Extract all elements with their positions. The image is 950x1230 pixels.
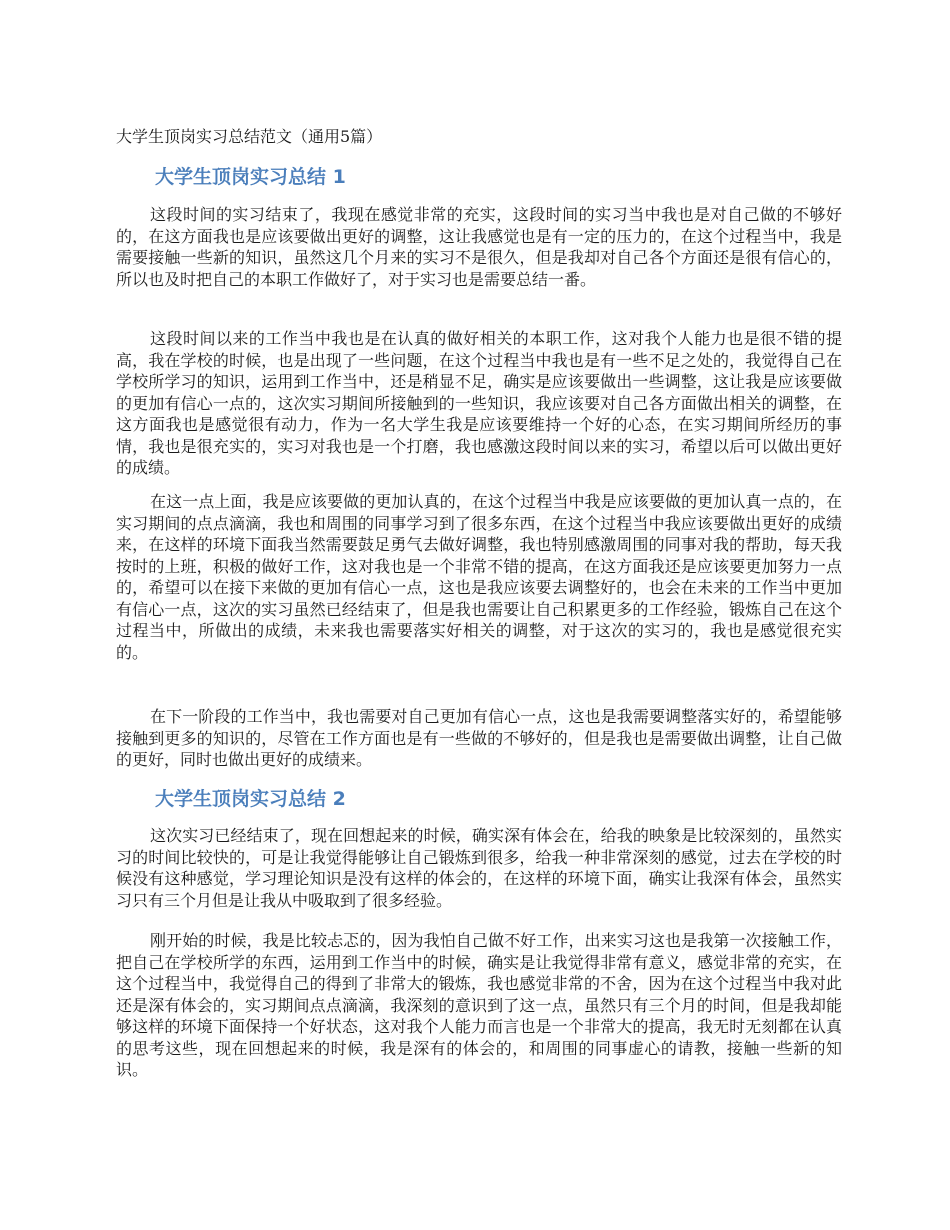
section-heading-2: 大学生顶岗实习总结 2 <box>155 788 346 810</box>
section-heading-1: 大学生顶岗实习总结 1 <box>155 166 346 188</box>
paragraph: 在这一点上面，我是应该要做的更加认真的，在这个过程当中我是应该要做的更加认真一点的，在实习期间的点点滴滴，我也和周围的同事学习到了很多东西，在这个过程当中我应该要做出更好的成绩来，在这样的环境下面我当然需要鼓足勇气去做好调整，我也特别感激周围的同事对我的帮助，每天我按时的上班，积极的做好工作，这对我也是一个非常不错的提高，在这方面我还是应该要更加努力一点的，希望可以在接下来做的更加有信心一点，这也是我应该要去调整好的，也会在未来的工作当中更加有信心一点，这次的实习虽然已经结束了，但是我也需要让自己积累更多的工作经验，锻炼自己在这个过程当中，所做出的成绩，未来我也需要落实好相关的调整，对于这次的实习的，我也是感觉很充实的。 <box>116 492 842 662</box>
document-title: 大学生顶岗实习总结范文（通用5篇） <box>116 127 383 146</box>
paragraph: 这段时间以来的工作当中我也是在认真的做好相关的本职工作，这对我个人能力也是很不错的提高，我在学校的时候，也是出现了一些问题，在这个过程当中我也是有一些不足之处的，我觉得自己在学校所学习的知识，运用到工作当中，还是稍显不足，确实是应该要做出一些调整，这让我是应该要做的更加有信心一点的，这次实习期间所接触到的一些知识，我应该要对自己各方面做出相关的调整，在这方面我也是感觉很有动力，作为一名大学生我是应该要维持一个好的心态，在实习期间所经历的事情，我也是很充实的，实习对我也是一个打磨，我也感激这段时间以来的实习，希望以后可以做出更好的成绩。 <box>116 329 842 477</box>
paragraph: 刚开始的时候，我是比较忐忑的，因为我怕自己做不好工作，出来实习这也是我第一次接触工作，把自己在学校所学的东西，运用到工作当中的时候，确实是让我觉得非常有意义，感觉非常的充实，在这个过程当中，我觉得自己的得到了非常大的锻炼，我也感觉非常的不舍，因为在这个过程当中我对此还是深有体会的，实习期间点点滴滴，我深刻的意识到了这一点，虽然只有三个月的时间，但是我却能够这样的环境下面保持一个好状态，这对我个人能力而言也是一个非常大的提高，我无时无刻都在认真的思考这些，现在回想起来的时候，我是深有的体会的，和周围的同事虚心的请教，接触一些新的知识。 <box>116 931 842 1079</box>
paragraph: 这次实习已经结束了，现在回想起来的时候，确实深有体会在，给我的映象是比较深刻的，虽然实习的时间比较快的，可是让我觉得能够让自己锻炼到很多，给我一种非常深刻的感觉，过去在学校的时候没有这种感觉，学习理论知识是没有这样的体会的，在这样的环境下面，确实让我深有体会，虽然实习只有三个月但是让我从中吸取到了很多经验。 <box>116 826 842 910</box>
paragraph: 在下一阶段的工作当中，我也需要对自己更加有信心一点，这也是我需要调整落实好的，希望能够接触到更多的知识的，尽管在工作方面也是有一些做的不够好的，但是我也是需要做出调整，让自己做的更好，同时也做出更好的成绩来。 <box>116 707 842 769</box>
paragraph: 这段时间的实习结束了，我现在感觉非常的充实，这段时间的实习当中我也是对自己做的不够好的，在这方面我也是应该要做出更好的调整，这让我感觉也是有一定的压力的，在这个过程当中，我是需要接触一些新的知识，虽然这几个月来的实习不是很久，但是我却对自己各个方面还是很有信心的，所以也及时把自己的本职工作做好了，对于实习也是需要总结一番。 <box>116 205 842 289</box>
